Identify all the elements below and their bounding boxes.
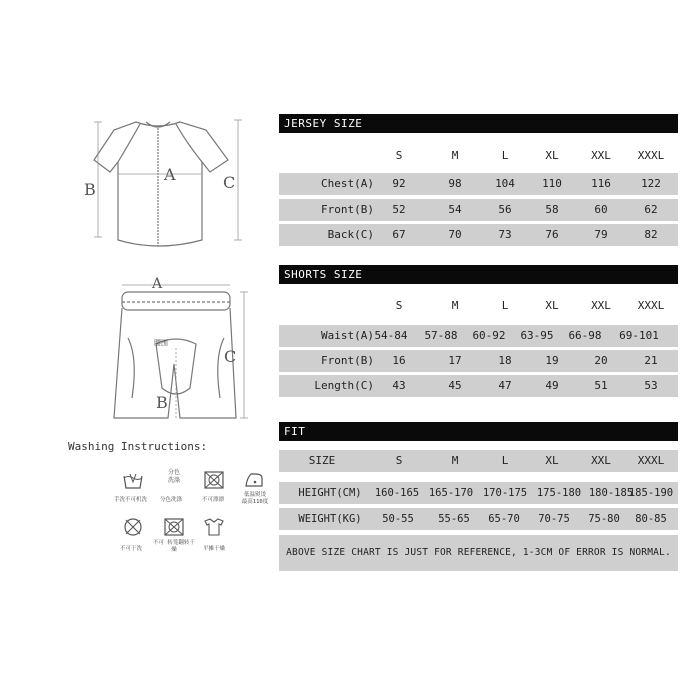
table-cell: 180-185 <box>588 487 634 499</box>
no-tumble-dry-caption: 不可 转笼翻转干燥 <box>153 540 195 553</box>
shorts-label-b: B <box>156 393 168 412</box>
table-cell: 18 <box>498 354 512 367</box>
table-cell: 175-180 <box>536 487 582 499</box>
jersey-size-table <box>279 114 678 246</box>
size-header-cell: L <box>501 149 509 162</box>
table-cell: 17 <box>448 354 462 367</box>
table-row <box>279 375 678 397</box>
table-cell: 20 <box>594 354 608 367</box>
jersey-label-b: B <box>84 180 96 199</box>
table-row <box>279 199 678 221</box>
table-cell: 104 <box>495 177 515 190</box>
table-cell: 67 <box>392 228 406 241</box>
table-cell: 122 <box>641 177 661 190</box>
size-header-cell: XL <box>545 149 559 162</box>
size-header-cell: XXL <box>591 299 611 312</box>
table-cell: 57-88 <box>424 329 458 342</box>
shorts-label-a: A <box>152 276 163 292</box>
row-label: HEIGHT(CM) <box>298 487 362 499</box>
shorts-tag: 腰围 <box>154 339 168 347</box>
table-cell: 160-165 <box>374 487 420 499</box>
table-cell: 19 <box>545 354 559 367</box>
size-header-cell: L <box>501 454 509 467</box>
size-label-cell: SIZE <box>308 454 336 467</box>
table-cell: 73 <box>498 228 512 241</box>
size-header-cell: S <box>395 149 403 162</box>
row-label: Back(C) <box>327 228 374 241</box>
table-cell: 62 <box>644 203 658 216</box>
table-cell: 60-92 <box>472 329 506 342</box>
washing-title: Washing Instructions: <box>68 440 208 453</box>
table-row <box>279 350 678 372</box>
table-row <box>279 508 678 530</box>
table-cell: 54-84 <box>374 329 408 342</box>
table-cell: 16 <box>392 354 406 367</box>
size-header-cell: XXXL <box>637 454 665 467</box>
size-header-cell: XXL <box>591 454 611 467</box>
table-cell: 76 <box>545 228 559 241</box>
table-cell: 65-70 <box>488 513 520 525</box>
shorts-size-table <box>279 265 678 399</box>
jersey-label-a: A <box>164 165 176 184</box>
fit-table <box>279 422 678 574</box>
size-header-cell: S <box>395 299 403 312</box>
table-cell: 56 <box>498 203 512 216</box>
jersey-label-c: C <box>223 173 236 192</box>
table-cell: 79 <box>594 228 608 241</box>
no-hand-wash-icon <box>122 517 144 537</box>
table-cell: 60 <box>594 203 608 216</box>
table-cell: 92 <box>392 177 406 190</box>
table-cell: 82 <box>644 228 658 241</box>
hand-wash-caption: 手洗不可机洗 <box>114 497 148 503</box>
table-cell: 50-55 <box>382 513 414 525</box>
size-header-cell: L <box>501 299 509 312</box>
no-bleach-icon <box>203 470 225 490</box>
jersey-size-header-row <box>279 145 678 167</box>
table-cell: 66-98 <box>568 329 602 342</box>
table-cell: 52 <box>392 203 406 216</box>
table-cell: 170-175 <box>482 487 528 499</box>
separate-wash-caption: 分色洗涤 <box>160 497 183 503</box>
row-label: Front(B) <box>321 203 374 216</box>
size-header-cell: XL <box>545 454 559 467</box>
iron-low-icon <box>243 470 265 490</box>
hand-wash-icon <box>122 470 144 490</box>
size-header-cell: XXXL <box>637 149 665 162</box>
table-cell: 110 <box>542 177 562 190</box>
table-cell: 43 <box>392 379 406 392</box>
table-cell: 49 <box>545 379 559 392</box>
table-row <box>279 173 678 195</box>
no-hand-wash-caption: 不可干洗 <box>120 546 143 552</box>
table-cell: 98 <box>448 177 462 190</box>
table-row <box>279 224 678 246</box>
fit-header-row <box>279 450 678 472</box>
flat-dry-caption: 平摊干燥 <box>203 546 226 552</box>
table-cell: 69-101 <box>619 329 659 342</box>
table-cell: 53 <box>644 379 658 392</box>
row-label: WEIGHT(KG) <box>298 513 362 525</box>
size-header-cell: XXL <box>591 149 611 162</box>
fit-title: FIT <box>279 422 678 441</box>
table-cell: 21 <box>644 354 658 367</box>
table-row <box>279 325 678 347</box>
size-chart-note: ABOVE SIZE CHART IS JUST FOR REFERENCE, 1-3CM OF ERROR IS NORMAL. <box>279 535 678 571</box>
table-cell: 58 <box>545 203 559 216</box>
flat-dry-icon <box>203 517 225 537</box>
table-cell: 47 <box>498 379 512 392</box>
iron-low-caption: 低温熨烫 最高110度 <box>241 492 269 505</box>
table-cell: 45 <box>448 379 462 392</box>
size-header-cell: XXXL <box>637 299 665 312</box>
table-row <box>279 482 678 504</box>
row-label: Chest(A) <box>321 177 374 190</box>
no-bleach-caption: 不可漂漂 <box>202 497 225 503</box>
jersey-size-title: JERSEY SIZE <box>279 114 678 133</box>
table-cell: 165-170 <box>428 487 474 499</box>
table-cell: 51 <box>594 379 608 392</box>
table-cell: 80-85 <box>635 513 667 525</box>
table-cell: 70-75 <box>538 513 570 525</box>
table-cell: 55-65 <box>438 513 470 525</box>
row-label: Waist(A) <box>321 329 374 342</box>
table-cell: 75-80 <box>588 513 620 525</box>
row-label: Front(B) <box>321 354 374 367</box>
shorts-label-c: C <box>224 347 237 366</box>
table-cell: 185-190 <box>628 487 674 499</box>
shorts-size-header-row <box>279 295 678 317</box>
size-header-cell: S <box>395 454 403 467</box>
table-cell: 54 <box>448 203 462 216</box>
size-header-cell: XL <box>545 299 559 312</box>
no-tumble-dry-icon <box>163 517 185 537</box>
size-header-cell: M <box>451 299 459 312</box>
row-label: Length(C) <box>314 379 374 392</box>
size-header-cell: M <box>451 454 459 467</box>
separate-wash-icon: 分色 洗涤 <box>167 469 180 484</box>
size-header-cell: M <box>451 149 459 162</box>
table-cell: 116 <box>591 177 611 190</box>
table-cell: 70 <box>448 228 462 241</box>
shorts-size-title: SHORTS SIZE <box>279 265 678 284</box>
table-cell: 63-95 <box>520 329 554 342</box>
